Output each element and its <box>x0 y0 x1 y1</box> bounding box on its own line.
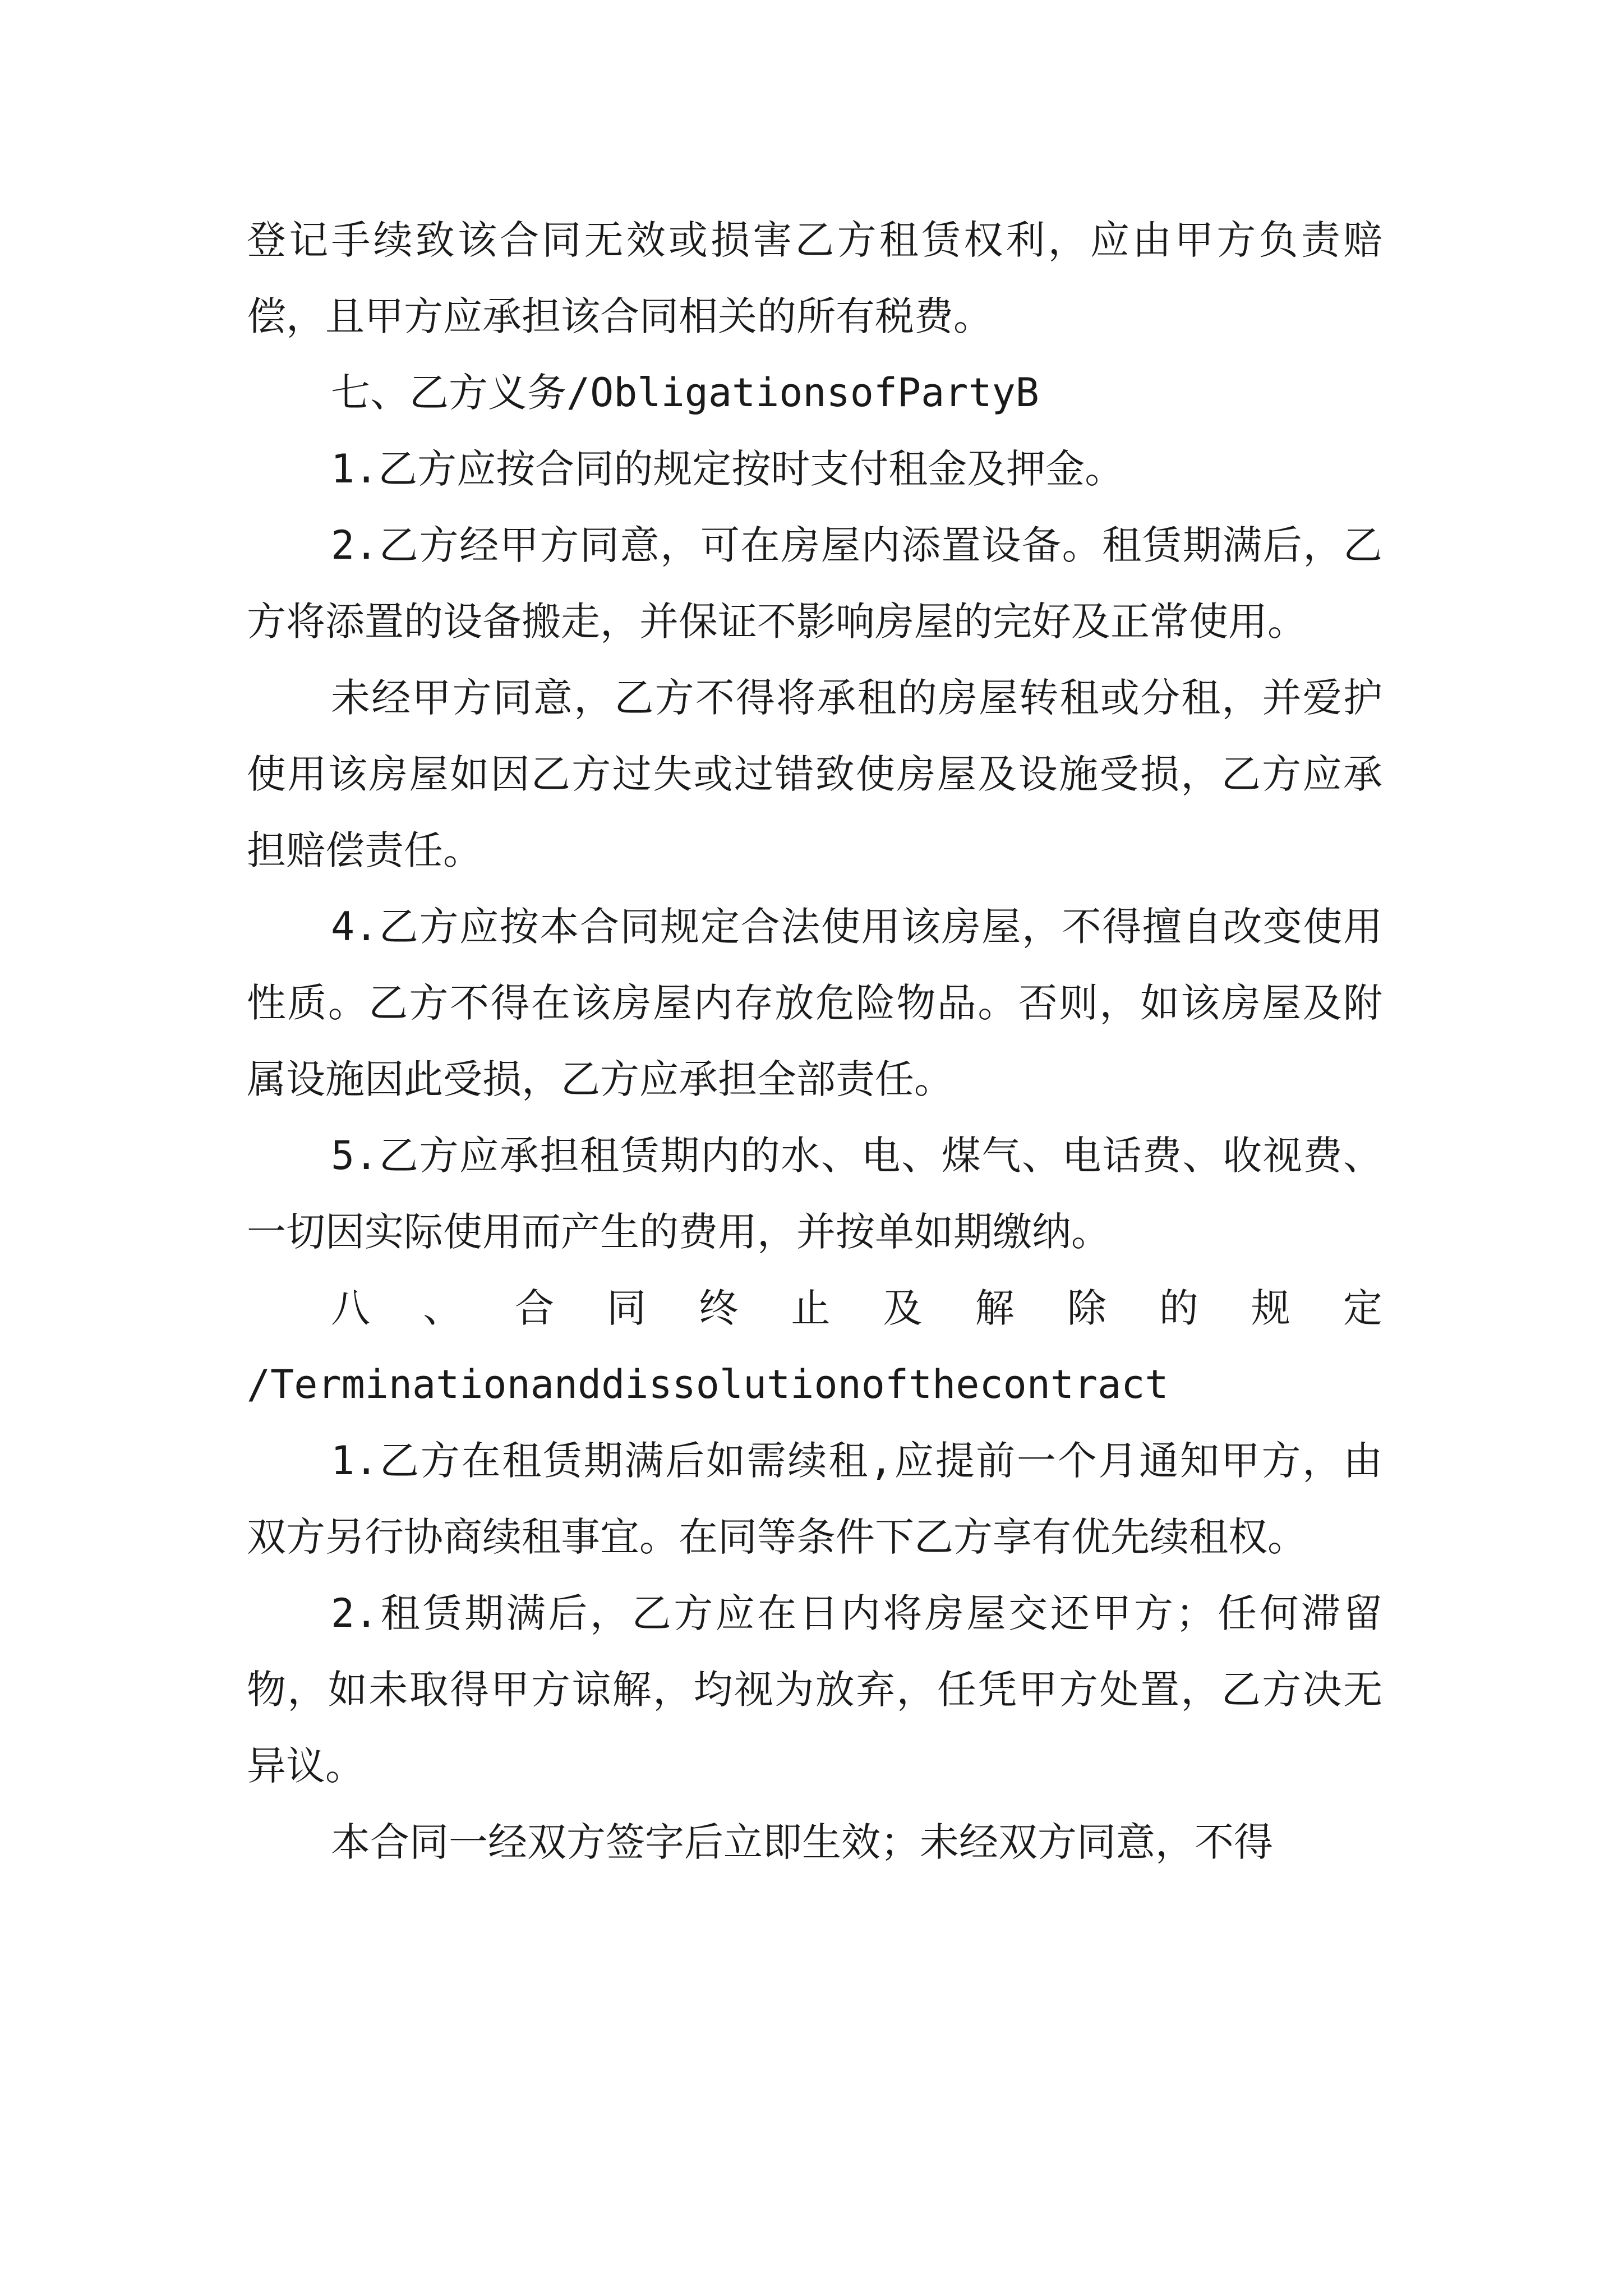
clause-1-renewal: 1.乙方在租赁期满后如需续租,应提前一个月通知甲方，由双方另行协商续租事宜。在同等条件下乙方享有优先续租权。 <box>247 1438 1382 1560</box>
clause-effective: 本合同一经双方签字后立即生效；未经双方同意，不得 <box>331 1819 1273 1865</box>
clause-2-return-property: 2.租赁期满后，乙方应在日内将房屋交还甲方；任何滞留物，如未取得甲方谅解，均视为放弃，任凭甲方处置，乙方决无异议。 <box>247 1590 1382 1789</box>
clause-1-rent-payment: 1.乙方应按合同的规定按时支付租金及押金。 <box>331 446 1124 492</box>
section-heading-obligations-party-b: 七、乙方义务/ObligationsofPartyB <box>331 370 1039 416</box>
paragraph-landlord-liability: 登记手续致该合同无效或损害乙方租赁权利，应由甲方负责赔偿，且甲方应承担该合同相关的所有税费。 <box>247 217 1382 339</box>
clause-4-lawful-use: 4.乙方应按本合同规定合法使用该房屋，不得擅自改变使用性质。乙方不得在该房屋内存放危险物品。否则，如该房屋及附属设施因此受损，乙方应承担全部责任。 <box>247 904 1382 1102</box>
section-heading-termination: 八、合同终止及解除的规定 <box>331 1285 1382 1331</box>
section-heading-termination-english: /Terminationanddissolutionofthecontract <box>247 1361 1169 1407</box>
clause-sublease: 未经甲方同意，乙方不得将承租的房屋转租或分租，并爱护使用该房屋如因乙方过失或过错致使房屋及设施受损，乙方应承担赔偿责任。 <box>247 675 1382 873</box>
clause-5-utilities: 5.乙方应承担租赁期内的水、电、煤气、电话费、收视费、一切因实际使用而产生的费用，并按单如期缴纳。 <box>247 1133 1382 1255</box>
clause-2-equipment: 2.乙方经甲方同意，可在房屋内添置设备。租赁期满后，乙方将添置的设备搬走，并保证不影响房屋的完好及正常使用。 <box>247 522 1382 645</box>
document-body <box>247 202 1382 1880</box>
